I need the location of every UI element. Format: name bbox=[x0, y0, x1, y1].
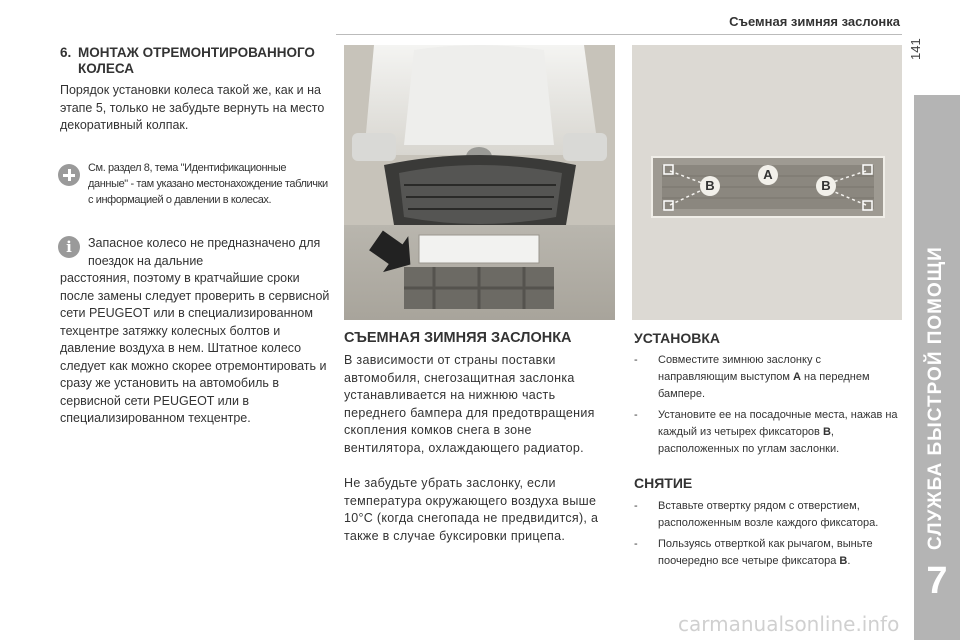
list-dash: - bbox=[634, 354, 638, 366]
diagram-label-b-left: B bbox=[705, 178, 715, 193]
list-item: - Вставьте отвертку рядом с отверстием, расположенным возле каждого фиксатора. bbox=[634, 500, 879, 529]
chapter-number: 7 bbox=[926, 560, 948, 602]
info-note-first-line: Запасное колесо не предназначено для поездок на дальние bbox=[88, 236, 321, 268]
list-dash: - bbox=[634, 409, 638, 421]
page-header-title: Съемная зимняя заслонка bbox=[729, 14, 900, 29]
removal-steps bbox=[634, 498, 902, 574]
install-steps bbox=[634, 352, 902, 462]
intro-paragraph: Порядок установки колеса такой же, как и на этапе 5, только не забудьте вернуть на место декоративный колпак. bbox=[60, 83, 325, 132]
plus-icon bbox=[58, 164, 80, 186]
shutter-heading: СЪЕМНАЯ ЗИМНЯЯ ЗАСЛОНКА bbox=[344, 330, 572, 346]
info-icon: i bbox=[58, 236, 80, 258]
header-rule bbox=[336, 34, 902, 35]
section-heading bbox=[60, 45, 330, 77]
list-item: - Установите ее на посадочные места, нажав на каждый из четырех фиксаторов B, расположенных по углам заслонки. bbox=[634, 409, 898, 455]
vehicle-front-photo bbox=[344, 45, 615, 320]
removal-heading: СНЯТИЕ bbox=[634, 475, 693, 491]
info-note-body: расстояния, поэтому в кратчайшие сроки после замены следует проверить в сервисной сети PEUGEOT или в специализированном техцентре затяжку колесных болтов и давление воздуха в нем. Штатное колесо следует как можно скорее отремонтировать и сразу же установить на автомобиль в сервисной сети PEUGEOT или в специализированном техцентре. bbox=[60, 271, 330, 425]
list-dash: - bbox=[634, 538, 638, 550]
list-item: - Совместите зимнюю заслонку с направляющим выступом A на переднем бампере. bbox=[634, 354, 870, 400]
watermark: carmanualsonline.info bbox=[678, 612, 900, 636]
install-heading: УСТАНОВКА bbox=[634, 330, 721, 346]
diagram-label-b-right: B bbox=[821, 178, 831, 193]
section-title: МОНТАЖ ОТРЕМОНТИРОВАННОГО КОЛЕСА bbox=[78, 45, 315, 76]
shutter-removal-reminder: Не забудьте убрать заслонку, если температура окружающего воздуха выше 10°C (когда снегопада не предвидится), а также в случае буксировки прицепа. bbox=[344, 476, 599, 543]
list-dash: - bbox=[634, 500, 638, 512]
list-item: - Пользуясь отверткой как рычагом, выньте поочередно все четыре фиксатора B. bbox=[634, 538, 873, 567]
shutter-diagram bbox=[632, 45, 902, 320]
see-also-note: См. раздел 8, тема "Идентификационные данные" - там указано местонахождение таблички с информацией о давлении в колесах. bbox=[88, 162, 328, 206]
page-number: 141 bbox=[908, 38, 923, 60]
diagram-label-a: A bbox=[763, 167, 773, 182]
section-number: 6. bbox=[60, 45, 72, 60]
shutter-description: В зависимости от страны поставки автомобиля, снегозащитная заслонка устанавливается на нижнюю часть переднего бампера для предотвращения скопления комков снега в зоне вентилятора, охлаждающего радиатор. bbox=[344, 353, 595, 455]
chapter-title: СЛУЖБА БЫСТРОЙ ПОМОЩИ bbox=[925, 246, 946, 550]
